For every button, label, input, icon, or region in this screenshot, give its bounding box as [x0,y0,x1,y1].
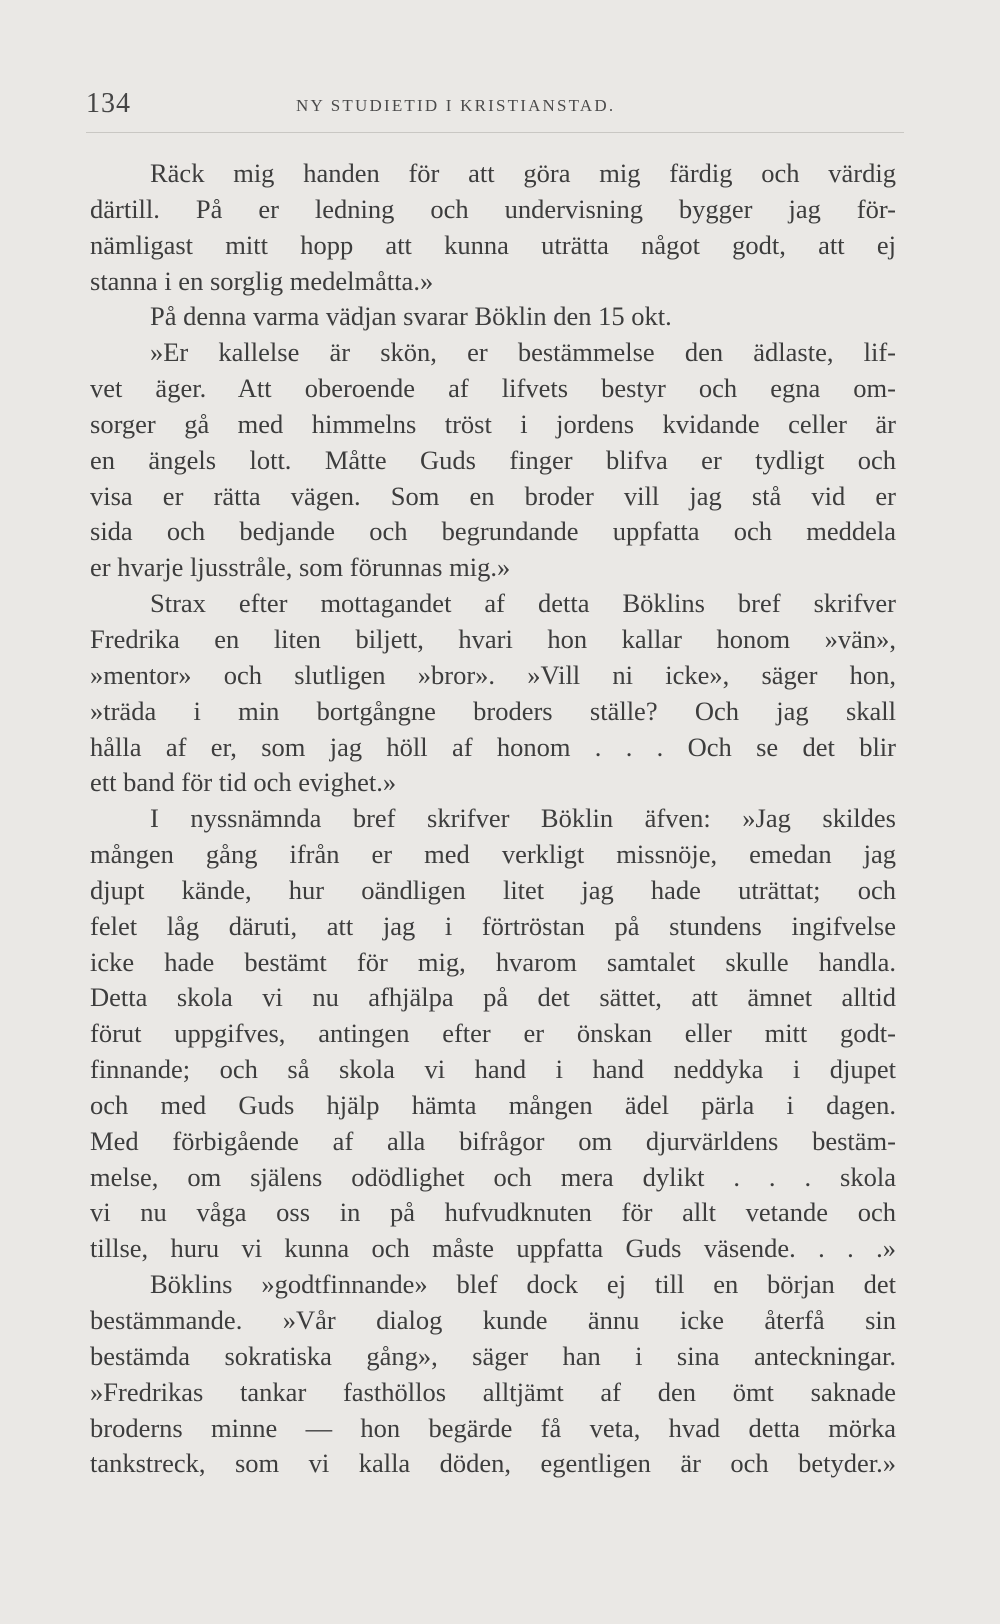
text-line: visa er rätta vägen. Som en broder vill jag stå vid er [90,480,896,511]
page-number: 134 [86,88,131,119]
text-line: därtill. På er ledning och undervisning bygger jag för- [90,193,896,224]
text-line: tankstreck, som vi kalla döden, egentligen är och betyder.» [90,1448,896,1479]
body-text [90,156,896,1482]
text-line: och med Guds hjälp hämta mången ädel pärla i dagen. [90,1089,896,1120]
text-line: stanna i en sorglig medelmåtta.» [90,265,434,296]
text-line: Räck mig handen för att göra mig färdig och värdig [150,158,896,188]
text-line: icke hade bestämt för mig, hvarom samtalet skulle handla. [90,946,896,977]
text-line: »mentor» och slutligen »bror». »Vill ni icke», säger hon, [90,659,896,690]
text-line: nämligast mitt hopp att kunna uträtta något godt, att ej [90,229,896,260]
running-head: NY STUDIETID I KRISTIANSTAD. [296,96,616,115]
page-header [86,82,904,122]
text-line: hålla af er, som jag höll af honom . . . Och se det blir [90,731,896,762]
text-line: Detta skola vi nu afhjälpa på det sättet, att ämnet alltid [90,982,896,1013]
text-line: Strax efter mottagandet af detta Böklins bref skrifver [150,588,896,619]
text-line: en ängels lott. Måtte Guds finger blifva er tydligt och [90,444,896,475]
text-line: bestämda sokratiska gång», säger han i sina anteckningar. [90,1340,896,1371]
text-line: Med förbigående af alla bifrågor om djurvärldens bestäm- [90,1125,896,1156]
text-line: mången gång ifrån er med verkligt missnöje, emedan jag [90,839,896,870]
text-line: »Fredrikas tankar fasthöllos alltjämt af den ömt saknade [90,1376,896,1407]
text-line: sida och bedjande och begrundande uppfatta och meddela [90,516,896,547]
text-line: Böklins »godtfinnande» blef dock ej till en början det [150,1269,896,1300]
text-line: ett band för tid och evighet.» [90,767,397,798]
text-line: »träda i min bortgångne broders ställe? Och jag skall [90,695,896,726]
text-line: tillse, huru vi kunna och måste uppfatta Guds väsende. . . .» [90,1233,896,1264]
text-line: melse, om själens odödlighet och mera dylikt . . . skola [90,1161,896,1192]
text-line: er hvarje ljusstråle, som förunnas mig.» [90,552,511,583]
text-line: broderns minne — hon begärde få veta, hvad detta mörka [90,1412,896,1443]
text-line: förut uppgifves, antingen efter er önskan eller mitt godt- [90,1018,896,1049]
header-rule [86,132,904,133]
text-line: vet äger. Att oberoende af lifvets bestyr och egna om- [90,373,896,404]
text-line: På denna varma vädjan svarar Böklin den 15 okt. [150,301,672,332]
text-line: »Er kallelse är skön, er bestämmelse den ädlaste, lif- [150,337,896,368]
text-line: finnande; och så skola vi hand i hand neddyka i djupet [90,1054,896,1085]
text-line: felet låg däruti, att jag i förtröstan på stundens ingifvelse [90,910,896,941]
text-line: vi nu våga oss in på hufvudknuten för allt vetande och [90,1197,896,1228]
text-line: djupt kände, hur oändligen litet jag hade uträttat; och [90,874,896,905]
text-line: I nyssnämnda bref skrifver Böklin äfven: »Jag skildes [150,803,896,834]
text-line: Fredrika en liten biljett, hvari hon kallar honom »vän», [90,623,896,654]
text-line: bestämmande. »Vår dialog kunde ännu icke återfå sin [90,1305,896,1335]
text-line: sorger gå med himmelns tröst i jordens kvidande celler är [90,408,896,439]
